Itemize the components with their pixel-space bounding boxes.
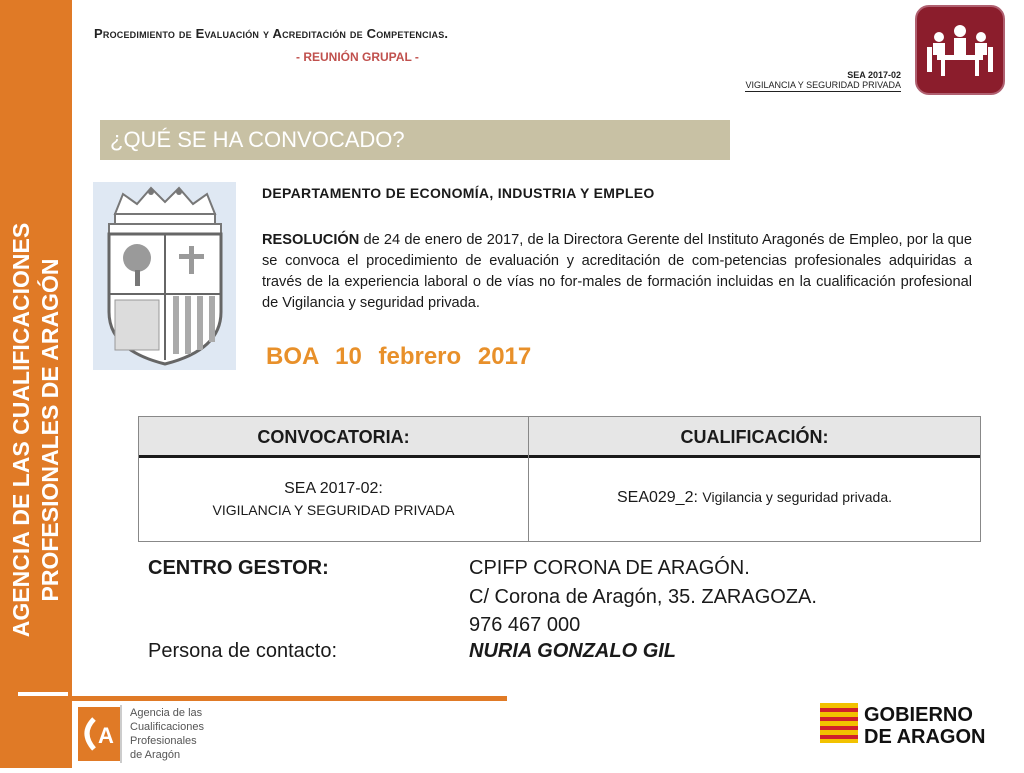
department-name: DEPARTAMENTO DE ECONOMÍA, INDUSTRIA Y EMPLEO xyxy=(262,185,655,201)
call-table xyxy=(138,416,981,542)
table-header-cualificacion: CUALIFICACIÓN: xyxy=(680,427,829,447)
centro-label: CENTRO GESTOR: xyxy=(148,557,329,579)
table-cell-qualification xyxy=(529,489,980,507)
boa-date: 10 febrero 2017 xyxy=(335,343,532,370)
table-cell-call-name: VIGILANCIA Y SEGURIDAD PRIVADA xyxy=(212,502,455,518)
centro-address: C/ Corona de Aragón, 35. ZARAGOZA. xyxy=(469,586,817,608)
agency-line-4: de Aragón xyxy=(130,749,181,761)
centro-phone: 976 467 000 xyxy=(469,614,581,636)
sidebar xyxy=(0,0,72,768)
resolution-label: RESOLUCIÓN xyxy=(262,232,360,248)
table-cell-call-code: SEA 2017-02: xyxy=(284,480,383,497)
page-title: Procedimiento de Evaluación y Acreditación de Competencias. xyxy=(94,26,449,41)
svg-text:A: A xyxy=(98,723,114,748)
sea-code: SEA 2017-02 xyxy=(847,70,901,80)
sea-reference xyxy=(745,70,901,92)
coat-of-arms-icon xyxy=(93,182,236,370)
sidebar-line-1: AGENCIA DE LAS CUALIFICACIONES xyxy=(8,222,34,638)
gov-line-1: GOBIERNO xyxy=(864,704,973,726)
sidebar-line-2: PROFESIONALES DE ARAGÓN xyxy=(37,258,63,602)
resolution-text xyxy=(262,230,972,314)
centro-name: CPIFP CORONA DE ARAGÓN. xyxy=(469,557,750,579)
resolution-body: de 24 de enero de 2017, de la Directora Gerente del Instituto Aragonés de Empleo, por la que se convoca el procedimiento de evaluación y acreditación de com-petencias profesionales adquiridas a través de la experiencia laboral o de vías no for-males de formación incluidas en la cualificación profesional de Vigilancia y seguridad privada. xyxy=(262,232,972,311)
contact-label: Persona de contacto: xyxy=(148,640,338,662)
sidebar-agency-name xyxy=(7,195,65,665)
meeting-icon xyxy=(915,5,1005,95)
agency-line-2: Cualificaciones xyxy=(130,721,204,733)
qualification-name: Vigilancia y seguridad privada. xyxy=(702,489,893,505)
table-header-convocatoria: CONVOCATORIA: xyxy=(257,427,410,447)
section-heading-band xyxy=(100,120,730,160)
section-heading: ¿QUÉ SE HA CONVOCADO? xyxy=(110,127,405,152)
qualification-code: SEA029_2: xyxy=(616,489,698,506)
page-subtitle: - REUNIÓN GRUPAL - xyxy=(296,50,419,64)
agency-line-1: Agencia de las xyxy=(130,707,203,719)
boa-label: BOA xyxy=(266,343,319,370)
gov-line-2: DE ARAGON xyxy=(864,726,986,748)
sidebar-mark xyxy=(18,692,68,696)
agency-logo xyxy=(72,701,292,768)
gobierno-aragon-logo xyxy=(820,700,1010,748)
contact-name: NURIA GONZALO GIL xyxy=(469,640,677,662)
agency-line-3: Profesionales xyxy=(130,735,197,747)
boa-publication xyxy=(266,343,531,371)
sea-name: VIGILANCIA Y SEGURIDAD PRIVADA xyxy=(745,80,901,90)
